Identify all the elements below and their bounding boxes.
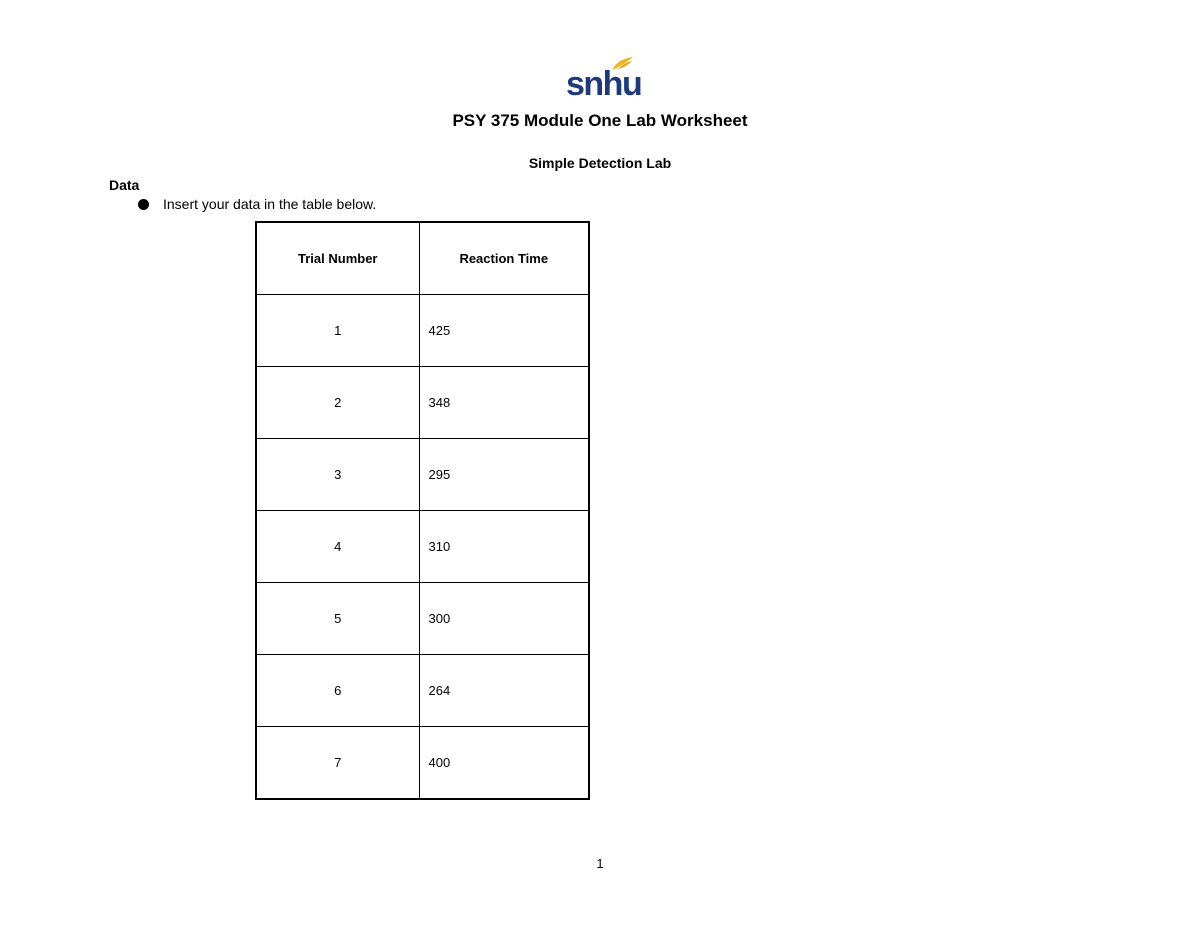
- trial-number-cell: 6: [256, 655, 419, 727]
- trial-number-cell: 4: [256, 511, 419, 583]
- reaction-time-cell: 310: [419, 511, 589, 583]
- table-header-row: [256, 222, 589, 295]
- page-subtitle: Simple Detection Lab: [528, 155, 672, 171]
- trial-number-cell: 5: [256, 583, 419, 655]
- table-row: [256, 655, 589, 727]
- trial-number-cell: 2: [256, 367, 419, 439]
- trial-number-cell: 3: [256, 439, 419, 511]
- table-row: [256, 439, 589, 511]
- trial-number-cell: 1: [256, 295, 419, 367]
- table-row: [256, 583, 589, 655]
- page-number: 1: [596, 856, 604, 871]
- reaction-time-cell: 264: [419, 655, 589, 727]
- header-reaction-time: Reaction Time: [419, 222, 589, 295]
- reaction-time-table: [255, 221, 590, 800]
- page-title: PSY 375 Module One Lab Worksheet: [452, 111, 748, 130]
- header-trial-number: Trial Number: [256, 222, 419, 295]
- table-row: [256, 511, 589, 583]
- reaction-time-cell: 425: [419, 295, 589, 367]
- reaction-time-cell: 300: [419, 583, 589, 655]
- logo-wordmark: snhu: [566, 65, 642, 103]
- reaction-time-cell: 295: [419, 439, 589, 511]
- snhu-logo: [564, 56, 642, 103]
- section-heading-data: Data: [109, 177, 140, 193]
- table-row: [256, 295, 589, 367]
- reaction-time-cell: 348: [419, 367, 589, 439]
- instruction-text: Insert your data in the table below.: [163, 196, 377, 212]
- instruction-bullet: [138, 194, 376, 214]
- table-row: [256, 727, 589, 800]
- reaction-time-cell: 400: [419, 727, 589, 800]
- trial-number-cell: 7: [256, 727, 419, 800]
- bullet-dot-icon: [138, 199, 149, 210]
- table-row: [256, 367, 589, 439]
